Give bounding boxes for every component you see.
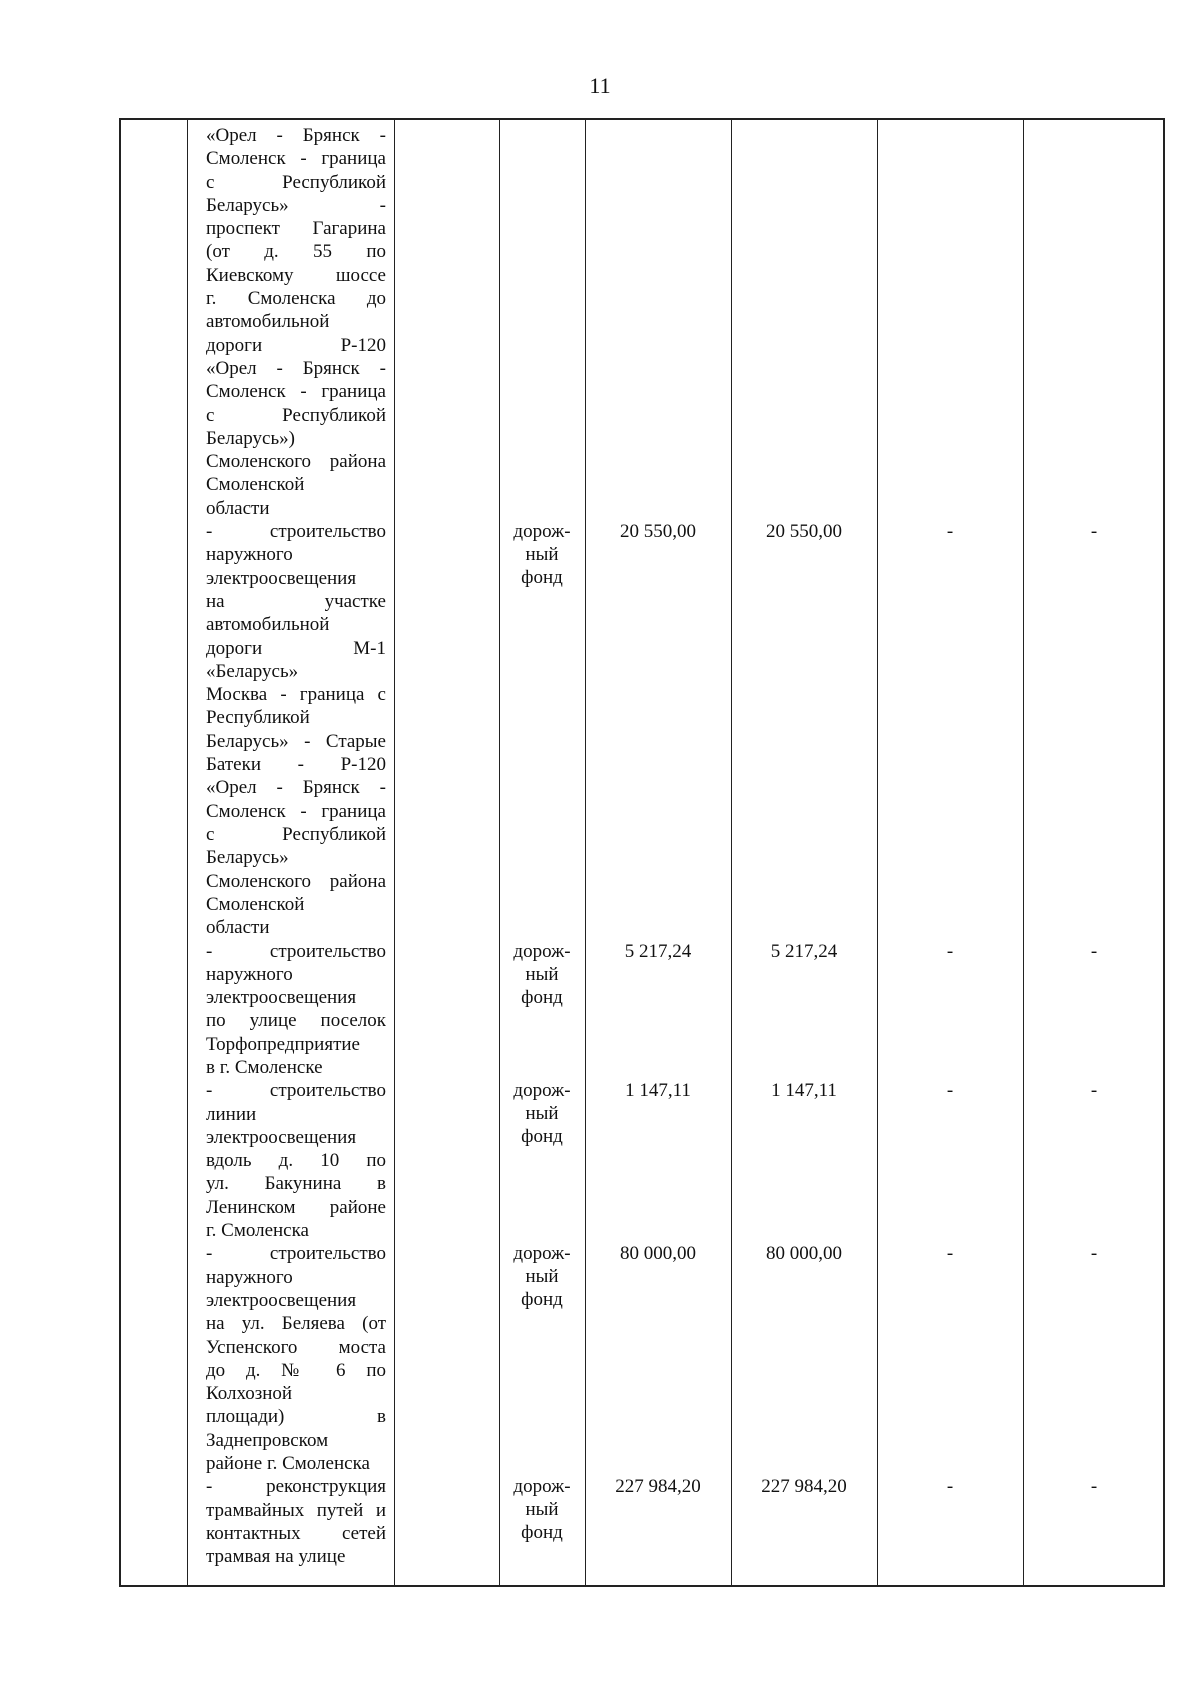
year2-amount: - xyxy=(946,1476,954,1498)
description-line: области xyxy=(206,497,270,519)
description-line: наружного xyxy=(206,544,293,566)
description-line: - строительство xyxy=(206,1243,386,1265)
description-line: (от д. 55 по xyxy=(206,241,386,263)
year3-amount: - xyxy=(1090,1080,1098,1102)
year1-amount: 227 984,20 xyxy=(761,1476,847,1498)
funding-source-line: фонд xyxy=(521,567,563,589)
description-line: Успенского моста xyxy=(206,1336,386,1358)
description-line: с Республикой xyxy=(206,823,386,845)
data-table xyxy=(119,118,1165,1587)
description-line: вдоль д. 10 по xyxy=(206,1150,386,1172)
row-description xyxy=(206,940,386,1080)
description-line: г. Смоленска до xyxy=(206,288,386,310)
description-line: линии xyxy=(206,1103,257,1125)
description-line: контактных сетей xyxy=(206,1522,386,1544)
year3-amount: - xyxy=(1090,1243,1098,1265)
funding-source-line: фонд xyxy=(521,1522,563,1544)
description-line: трамвайных путей и xyxy=(206,1499,386,1521)
description-line: Смоленской xyxy=(206,474,305,496)
description-line: Заднепровском xyxy=(206,1429,329,1451)
description-line: площади) в xyxy=(206,1406,386,1428)
continuation-description xyxy=(206,124,386,520)
description-line: Ленинском районе xyxy=(206,1196,386,1218)
description-line: районе г. Смоленска xyxy=(206,1453,370,1475)
description-line: по улице поселок xyxy=(206,1010,386,1032)
funding-source-line: дорож- xyxy=(513,521,571,543)
funding-source-line: дорож- xyxy=(513,1243,571,1265)
description-line: до д. № 6 по xyxy=(206,1359,386,1381)
description-line: проспект Гагарина xyxy=(206,218,386,240)
description-line: с Республикой xyxy=(206,404,386,426)
year2-amount: - xyxy=(946,521,954,543)
year2-amount: - xyxy=(946,1080,954,1102)
description-line: Смоленской xyxy=(206,893,305,915)
description-line: «Орел - Брянск - xyxy=(206,357,386,379)
description-line: - строительство xyxy=(206,1080,386,1102)
column-divider xyxy=(187,120,188,1585)
column-divider xyxy=(394,120,395,1585)
description-line: Смоленского района xyxy=(206,451,386,473)
funding-source xyxy=(499,520,585,589)
description-line: области xyxy=(206,917,270,939)
description-line: Москва - граница с xyxy=(206,684,386,706)
column-divider xyxy=(1023,120,1024,1585)
description-line: Торфопредприятие xyxy=(206,1033,360,1055)
funding-source-line: фонд xyxy=(521,1126,563,1148)
column-divider xyxy=(877,120,878,1585)
description-line: Смоленск - граница xyxy=(206,148,386,170)
description-line: трамвая на улице xyxy=(206,1546,346,1568)
description-line: Республикой xyxy=(206,707,310,729)
funding-source xyxy=(499,1475,585,1544)
funding-source xyxy=(499,940,585,1009)
year1-amount: 20 550,00 xyxy=(766,521,842,543)
description-line: Беларусь» - Старые xyxy=(206,730,386,752)
column-divider xyxy=(731,120,732,1585)
description-line: в г. Смоленске xyxy=(206,1056,323,1078)
total-amount: 80 000,00 xyxy=(620,1243,696,1265)
description-line: «Орел - Брянск - xyxy=(206,125,386,146)
funding-source xyxy=(499,1242,585,1311)
year3-amount: - xyxy=(1090,940,1098,962)
year2-amount: - xyxy=(946,940,954,962)
row-description xyxy=(206,1242,386,1475)
description-line: автомобильной xyxy=(206,614,330,636)
funding-source-line: ный xyxy=(525,544,559,566)
funding-source-line: ный xyxy=(525,1499,559,1521)
year1-amount: 5 217,24 xyxy=(770,940,838,962)
funding-source-line: фонд xyxy=(521,986,563,1008)
description-line: на ул. Беляева (от xyxy=(206,1313,386,1335)
year2-amount: - xyxy=(946,1243,954,1265)
description-line: - реконструкция xyxy=(206,1476,386,1498)
description-line: наружного xyxy=(206,963,293,985)
description-line: Смоленск - граница xyxy=(206,800,386,822)
year3-amount: - xyxy=(1090,521,1098,543)
description-line: Смоленск - граница xyxy=(206,381,386,403)
funding-source-line: ный xyxy=(525,963,559,985)
description-line: на участке xyxy=(206,590,386,612)
total-amount: 1 147,11 xyxy=(625,1080,691,1102)
description-line: автомобильной xyxy=(206,311,330,333)
description-line: Беларусь» - xyxy=(206,194,386,216)
funding-source-line: ный xyxy=(525,1103,559,1125)
column-divider xyxy=(499,120,500,1585)
total-amount: 227 984,20 xyxy=(615,1476,701,1498)
description-line: Киевскому шоссе xyxy=(206,264,386,286)
description-line: г. Смоленска xyxy=(206,1220,309,1242)
total-amount: 5 217,24 xyxy=(624,940,692,962)
funding-source-line: дорож- xyxy=(513,1080,571,1102)
year1-amount: 1 147,11 xyxy=(771,1080,837,1102)
description-line: «Беларусь» xyxy=(206,660,299,682)
description-line: дороги М-1 xyxy=(206,637,386,659)
description-line: наружного xyxy=(206,1266,293,1288)
year3-amount: - xyxy=(1090,1476,1098,1498)
description-line: - строительство xyxy=(206,521,386,543)
description-line: электроосвещения xyxy=(206,987,357,1009)
description-line: электроосвещения xyxy=(206,567,357,589)
funding-source-line: дорож- xyxy=(513,1476,571,1498)
funding-source xyxy=(499,1079,585,1148)
funding-source-line: фонд xyxy=(521,1289,563,1311)
description-line: - строительство xyxy=(206,940,386,962)
description-line: Беларусь» xyxy=(206,847,289,869)
row-description xyxy=(206,1475,386,1568)
description-line: электроосвещения xyxy=(206,1126,357,1148)
description-line: ул. Бакунина в xyxy=(206,1173,386,1195)
description-line: Смоленского района xyxy=(206,870,386,892)
row-description xyxy=(206,520,386,939)
total-amount: 20 550,00 xyxy=(620,521,696,543)
description-line: Беларусь») xyxy=(206,427,295,449)
column-divider xyxy=(585,120,586,1585)
row-description xyxy=(206,1079,386,1242)
description-line: с Республикой xyxy=(206,171,386,193)
funding-source-line: дорож- xyxy=(513,940,571,962)
description-line: дороги Р-120 xyxy=(206,334,386,356)
page-number: 11 xyxy=(589,73,611,98)
description-line: «Орел - Брянск - xyxy=(206,777,386,799)
year1-amount: 80 000,00 xyxy=(766,1243,842,1265)
description-line: электроосвещения xyxy=(206,1289,357,1311)
description-line: Колхозной xyxy=(206,1383,293,1405)
funding-source-line: ный xyxy=(525,1266,559,1288)
description-line: Батеки - Р-120 xyxy=(206,754,386,776)
